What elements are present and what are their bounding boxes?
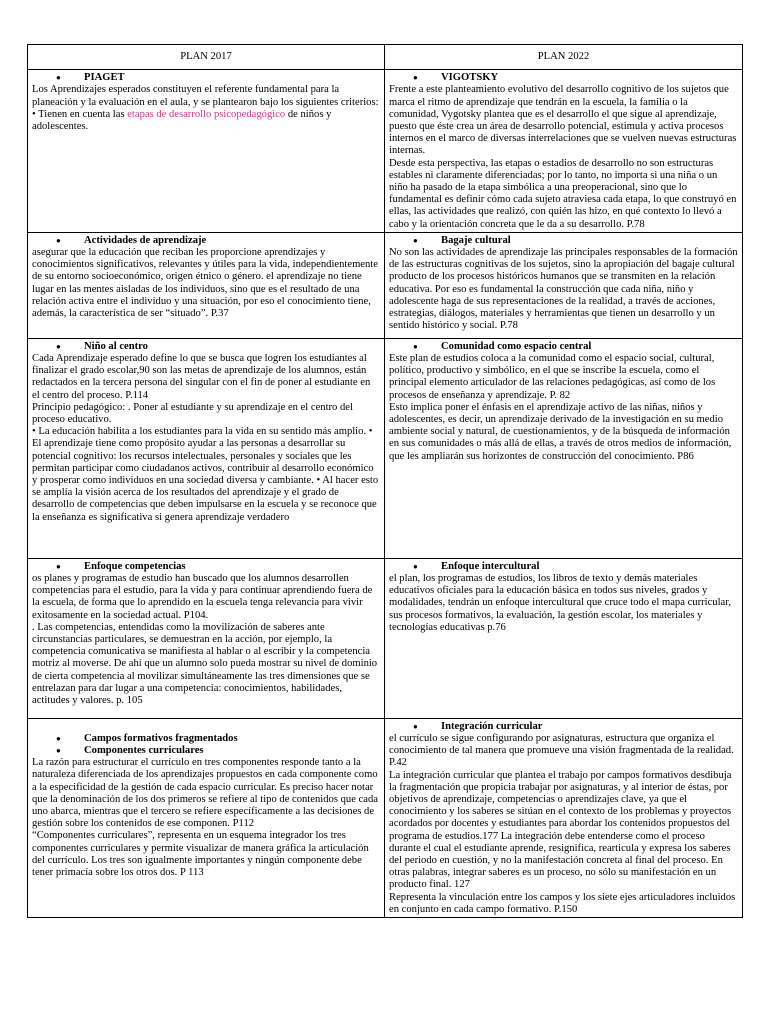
cell-nino-centro [28,338,385,558]
spacer [32,721,380,733]
paragraph: . Las competencias, entendidas como la movilización de saberes ante circunstancias particulares, se demuestran en la acción, por ejemplo, la competencia comunicativa se manifiesta al hablar o al escribir y la competencia motriz al moverse. De ahí que un alumno solo pueda mostrar su nivel de dominio de cierta competencia al movilizar simultáneamente las tres dimensiones que se entrelazan para dar lugar a una competencia: conocimientos, habilidades, actitudes y valores. p. 105 [32,621,378,707]
paragraph: La razón para estructurar el currículo en tres componentes responde tanto a la naturaleza diferenciada de los aprendizajes propuestos en cada componente como a la especificidad de la gestión de cada espacio curricular. Es preciso hacer notar que la denominación de los dos primeros se refiere al tipo de contenidos que cada uno abarca, mientras que el tercero se refiere específicamente a las decisiones de gestión sobre los contenidos de ese componen. P112 [32,757,378,830]
table-row [28,232,743,338]
paragraph: asegurar que la educación que reciban les proporcione aprendizajes y conocimientos significativos, relevantes y útiles para la vida, independientemente de su entorno socioeconómico, origen étnico o género. el aprendizaje no tiene lugar en las mentes aisladas de los individuos, sino que es el resultado de una relación activa entre el individuo y una situación, por eso el conocimiento tiene, además, la característica de ser “situado”. P.37 [32,247,378,320]
paragraph: os planes y programas de estudio han buscado que los alumnos desarrollen competencias para el estudio, para la vida y para continuar aprendiendo fuera de la escuela, de forma que lo aprendido en la escuela tenga relevancia para vivir exitosamente en la sociedad actual. P104. [32,573,373,621]
paragraph: Esto implica poner el énfasis en el aprendizaje activo de las niñas, niños y adolescentes, es decir, un aprendizaje derivado de la investigación en su medio ambiente social y natural, de cuestionamientos, y de la búsqueda de información en sus comunidades o más allá de ellas, a través de otros medios de información, que les ampliarán sus horizontes de construcción del conocimiento. P86 [389,401,732,462]
cell-actividades [28,232,385,338]
cell-enfoque-intercultural [385,558,743,718]
cell-vigotsky [385,70,743,233]
cell-campos-formativos [28,718,385,917]
heading-enfoque-competencias: ● Enfoque competencias [32,561,380,573]
cell-integracion-curricular [385,718,743,917]
heading-campos-formativos: ● Campos formativos fragmentados [32,733,380,745]
highlighted-text: etapas de desarrollo psicopedagógico [127,108,286,120]
paragraph: el currículo se sigue configurando por asignaturas, estructura que organiza el conocimiento de tal manera que promueve una visión fragmentada de la realidad. P.42 [389,733,734,769]
heading-piaget: ● PIAGET [32,72,380,84]
heading-vigotsky: ● VIGOTSKY [389,72,738,84]
paragraph: Desde esta perspectiva, las etapas o estadios de desarrollo no son estructuras estables ni claramente diferenciadas; por lo tanto, no importa si una niña o un niño ha pasado de la etapa simbólica a una preoperacional, sino que lo fundamental es definir cómo cada sujeto atraviesa cada etapa, lo que construyó en ellas, las actividades que realizó, con quién las hizo, en qué contexto lo llevó a cabo y la orientación concreta que le da a su desarrollo. P.78 [389,157,737,230]
heading-actividades: ● Actividades de aprendizaje [32,235,380,247]
cell-piaget [28,70,385,233]
heading-enfoque-intercultural: ● Enfoque intercultural [389,561,738,573]
table-row [28,70,743,233]
cell-comunidad [385,338,743,558]
header-row [28,45,743,70]
paragraph: No son las actividades de aprendizaje las principales responsables de la formación de las estructuras cognitivas de los sujetos, sino la apropiación del bagaje cultural producto de los procesos históricos humanos que se transmiten en la relación educativa. Por eso es fundamental la construcción que cada niña, niño y adolescente haga de sus representaciones de la realidad, a través de acciones, estrategias, diálogos, materiales y herramientas que tienen un desarrollo y un sentido histórico y social. P.78 [389,247,738,332]
paragraph: el plan, los programas de estudios, los libros de texto y demás materiales educativos oficiales para la educación básica en todos sus niveles, grados y modalidades, tendrán un enfoque intercultural que cruce todo el mapa curricular, sus procesos formativos, la evaluación, la gestión escolar, los materiales y tecnologías educativas p.76 [389,573,731,633]
header-plan-2022: PLAN 2022 [385,45,743,70]
heading-integracion-curricular: ● Integración curricular [389,721,738,733]
heading-comunidad: ● Comunidad como espacio central [389,341,738,353]
cell-enfoque-competencias [28,558,385,718]
table-row [28,338,743,558]
table-row [28,718,743,917]
paragraph: Principio pedagógico: . Poner al estudiante y su aprendizaje en el centro del proceso educativo. [32,401,353,426]
paragraph: Representa la vinculación entre los campos y los siete ejes articuladores incluidos en conjunto en cada campo formativo. P.150 [389,891,736,915]
comparison-table [27,44,743,918]
heading-nino-centro: ● Niño al centro [32,341,380,353]
paragraph: La integración curricular que plantea el trabajo por campos formativos desdibuja la fragmentación que propicia trabajar por asignaturas, y al interior de éstas, por objetivos de aprendizaje, competencias o aprendizajes clave, ya que el conocimiento y los saberes se sitúan en el contexto de los problemas y proyectos acordados por docentes y estudiantes para abordar los contenidos propuestos del programa de estudios.177 La integración debe entenderse como el proceso durante el cual el estudiante aprende, resignifica, rearticula y expresa los saberes del periodo en cuestión, y no la manifestación concreta al final del proceso. En otras palabras, integrar saberes es un proceso, no sólo su manifestación en un producto final. 127 [389,769,732,891]
paragraph: Cada Aprendizaje esperado define lo que se busca que logren los estudiantes al finalizar el grado escolar,90 son las metas de aprendizaje de los alumnos, están redactados en la tercera persona del singular con el fin de poner al estudiante en el centro del proceso. P.114 [32,353,371,401]
cell-bagaje [385,232,743,338]
paragraph: Este plan de estudios coloca a la comunidad como el espacio social, cultural, político, productivo y simbólico, en el que se inscribe la escuela, como el principal elemento articulador de las relaciones pedagógicas, así como de los procesos de enseñanza y aprendizaje. P. 82 [389,353,716,401]
paragraph: Frente a este planteamiento evolutivo del desarrollo cognitivo de los sujetos que marca el ritmo de aprendizaje que tendrán en la escuela, la familia o la comunidad, Vygotsky plantea que es el desarrollo el que sigue al aprendizaje, puesto que éste crea un área de desarrollo potencial, estimula y activa procesos internos en el marco de diversas interrelaciones que se vuelven nuevas estructuras internas. [389,84,737,157]
table-row [28,558,743,718]
paragraph: “Componentes curriculares”, representa en un esquema integrador los tres componentes curriculares y permite visualizar de manera gráfica la articulación del currículo. Los tres son igualmente importantes y ningún componente debe tener primacía sobre los otros dos. P 113 [32,830,369,879]
paragraph: Los Aprendizajes esperados constituyen el referente fundamental para la planeación y la evaluación en el aula, y se plantearon bajo los siguientes criterios: [32,84,379,108]
paragraph: • La educación habilita a los estudiantes para la vida en su sentido más amplio. • El aprendizaje tiene como propósito ayudar a las personas a desarrollar su potencial cognitivo: los recursos intelectuales, personales y sociales que les permitan participar como ciudadanos activos, contribuir al desarrollo económico y prosperar como individuos en una sociedad diversa y cambiante. • Al hacer esto se amplía la visión acerca de los resultados del aprendizaje y el grado de desarrollo de competencias que deben impulsarse en la escuela y se reconoce que la enseñanza es significativa si genera aprendizaje verdadero [32,426,379,523]
paragraph: • Tienen en cuenta las etapas de desarrollo psicopedagógico de niños y adolescentes. [32,108,332,133]
header-plan-2017: PLAN 2017 [28,45,385,70]
heading-componentes-curriculares: ● Componentes curriculares [32,745,380,757]
heading-bagaje: ● Bagaje cultural [389,235,738,247]
